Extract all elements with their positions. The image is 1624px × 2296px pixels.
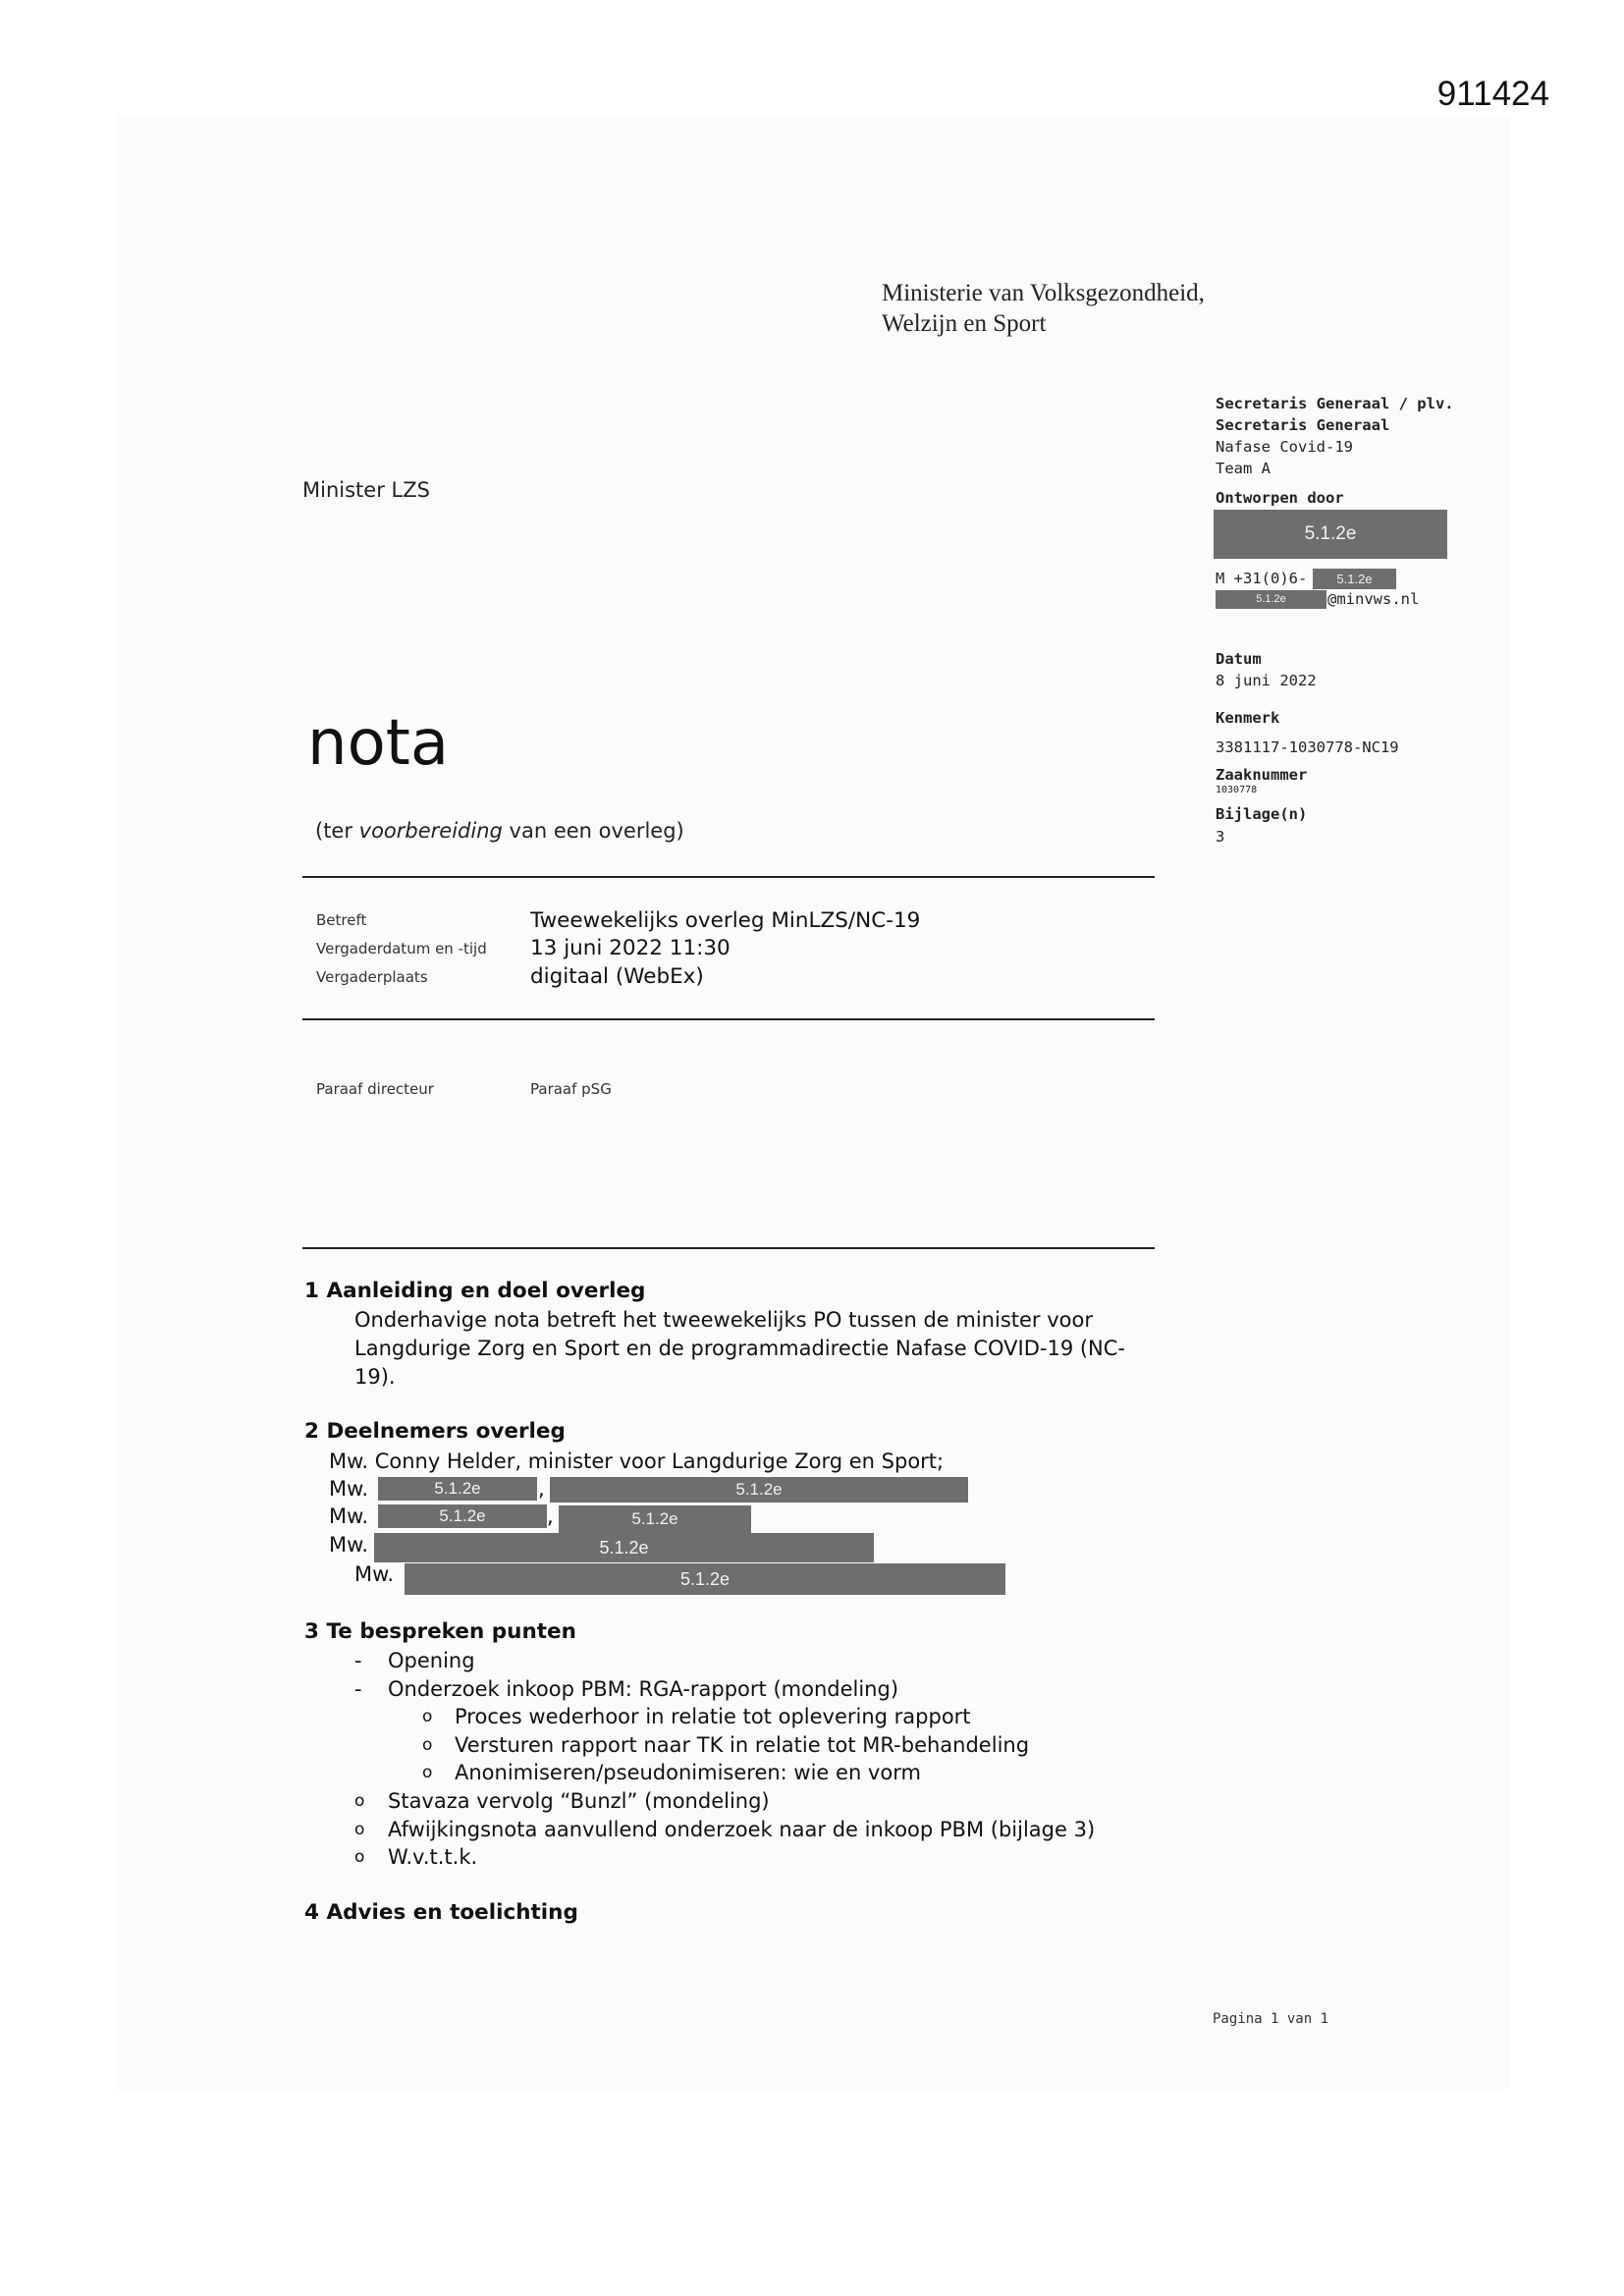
paraaf-psg: Paraaf pSG — [530, 1080, 612, 1098]
paraaf-director: Paraaf directeur — [316, 1080, 434, 1098]
sidebar-org — [1216, 393, 1454, 479]
separator-comma: , — [547, 1504, 554, 1528]
section-1-line-2: Langdurige Zorg en Sport en de programmadirectie Nafase COVID-19 (NC- — [354, 1337, 1126, 1360]
bullet-circle: o — [422, 1707, 433, 1726]
redaction-designer: 5.1.2e — [1214, 510, 1447, 559]
participant-prefix: Mw. — [329, 1504, 369, 1528]
email-suffix: @minvws.nl — [1327, 590, 1420, 608]
page-footer: Pagina 1 van 1 — [1213, 2011, 1329, 2027]
ministry-logo-text — [882, 278, 1205, 339]
meta-label-datetime: Vergaderdatum en -tijd — [316, 940, 487, 957]
meta-label-subject: Betreft — [316, 911, 367, 929]
section-1-line-1: Onderhavige nota betreft het tweewekelijks PO tussen de minister voor — [354, 1308, 1093, 1332]
meta-value-datetime: 13 juni 2022 11:30 — [530, 936, 731, 960]
document-subtitle: (ter voorbereiding van een overleg) — [315, 819, 684, 843]
agenda-item-2: Onderzoek inkoop PBM: RGA-rapport (mondeling) — [388, 1677, 899, 1701]
document-title: nota — [307, 707, 450, 780]
participant-prefix: Mw. — [354, 1562, 395, 1586]
meta-label-location: Vergaderplaats — [316, 968, 428, 986]
attachments-value: 3 — [1216, 828, 1225, 846]
participant-minister: Mw. Conny Helder, minister voor Langdurige Zorg en Sport; — [329, 1449, 945, 1473]
divider — [302, 876, 1155, 878]
org-line-3: Nafase Covid-19 — [1216, 438, 1353, 456]
agenda-subitem-3: Anonimiseren/pseudonimiseren: wie en vorm — [455, 1761, 921, 1784]
phone-prefix: M +31(0)6- — [1216, 570, 1308, 587]
bullet-circle: o — [354, 1847, 365, 1867]
ministry-line-1: Ministerie van Volksgezondheid, — [882, 280, 1205, 306]
redaction-participant-1a: 5.1.2e — [378, 1477, 537, 1501]
participant-prefix: Mw. — [329, 1477, 369, 1501]
section-2-heading: 2 Deelnemers overleg — [304, 1419, 566, 1444]
redaction-participant-3: 5.1.2e — [374, 1533, 874, 1562]
org-line-4: Team A — [1216, 460, 1271, 477]
section-1-line-3: 19). — [354, 1365, 396, 1389]
org-line-1: Secretaris Generaal / plv. — [1216, 395, 1454, 412]
bullet-circle: o — [422, 1735, 433, 1755]
redaction-participant-2b: 5.1.2e — [559, 1505, 751, 1533]
bullet-circle: o — [354, 1820, 365, 1839]
document-number: 911424 — [1436, 75, 1549, 113]
redaction-participant-1b: 5.1.2e — [550, 1477, 968, 1503]
reference-value: 3381117-1030778-NC19 — [1216, 738, 1399, 756]
section-4-heading: 4 Advies en toelichting — [304, 1900, 578, 1925]
agenda-item-4: Afwijkingsnota aanvullend onderzoek naar de inkoop PBM (bijlage 3) — [388, 1818, 1096, 1841]
meta-value-subject: Tweewekelijks overleg MinLZS/NC-19 — [530, 908, 921, 933]
designed-by-label: Ontworpen door — [1216, 489, 1344, 507]
redaction-email: 5.1.2e — [1216, 590, 1326, 609]
bullet-circle: o — [422, 1763, 433, 1782]
date-value: 8 juni 2022 — [1216, 672, 1317, 689]
redaction-participant-2a: 5.1.2e — [378, 1504, 547, 1528]
bullet-circle: o — [354, 1791, 365, 1811]
case-label: Zaaknummer — [1216, 766, 1308, 784]
divider — [302, 1018, 1155, 1020]
bullet-dash: - — [354, 1649, 362, 1672]
attachments-label: Bijlage(n) — [1216, 805, 1308, 823]
agenda-subitem-1: Proces wederhoor in relatie tot oplevering rapport — [455, 1705, 971, 1728]
redaction-participant-4: 5.1.2e — [405, 1563, 1005, 1595]
agenda-subitem-2: Versturen rapport naar TK in relatie tot MR-behandeling — [455, 1733, 1030, 1757]
section-1-heading: 1 Aanleiding en doel overleg — [304, 1279, 646, 1303]
addressee: Minister LZS — [302, 478, 430, 502]
section-3-heading: 3 Te bespreken punten — [304, 1619, 576, 1644]
meta-value-location: digitaal (WebEx) — [530, 964, 704, 989]
org-line-2: Secretaris Generaal — [1216, 416, 1390, 434]
separator-comma: , — [538, 1477, 545, 1501]
ministry-line-2: Welzijn en Sport — [882, 310, 1047, 337]
participant-prefix: Mw. — [329, 1533, 369, 1557]
reference-label: Kenmerk — [1216, 709, 1280, 727]
bullet-dash: - — [354, 1677, 362, 1701]
divider — [302, 1247, 1155, 1249]
case-value: 1030778 — [1216, 785, 1258, 795]
agenda-item-1: Opening — [388, 1649, 475, 1672]
agenda-item-5: W.v.t.t.k. — [388, 1845, 478, 1869]
redaction-phone: 5.1.2e — [1313, 569, 1396, 589]
date-label: Datum — [1216, 650, 1262, 668]
agenda-item-3: Stavaza vervolg “Bunzl” (mondeling) — [388, 1789, 770, 1813]
